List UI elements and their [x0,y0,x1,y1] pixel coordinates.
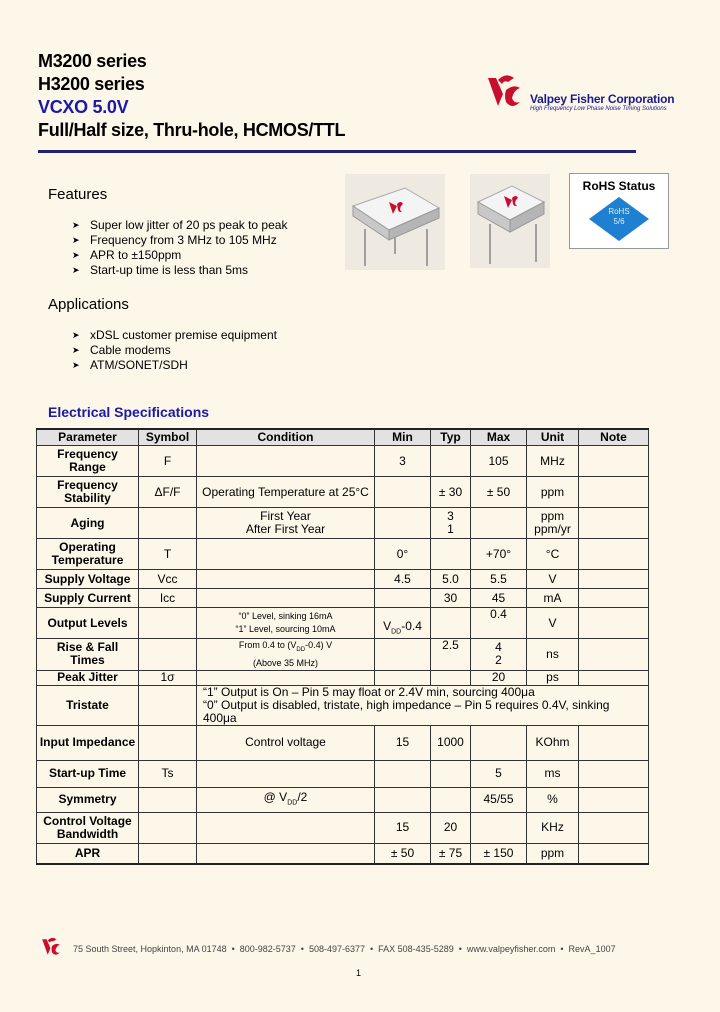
bullet-arrow-icon: ➤ [72,250,80,260]
typ-cell: 30 [431,589,471,608]
table-row [37,570,649,589]
unit-cell: V [527,608,579,639]
condition-cell: First Year After First Year [197,508,375,539]
applications-list [66,328,277,373]
company-tagline: High Frequency Low Phase Noise Timing Solutions [530,106,667,112]
col-header: Condition [197,429,375,446]
typ-cell: 1000 [431,725,471,760]
table-row [37,725,649,760]
min-cell: 0° [375,539,431,570]
param-cell: Operating Temperature [37,539,139,570]
unit-cell: ppm [527,477,579,508]
list-item: ➤ ATM/SONET/SDH [72,358,188,372]
col-header: Unit [527,429,579,446]
note-cell [579,639,649,671]
typ-cell [431,608,471,639]
typ-cell: 2.5 [431,639,471,671]
table-row [37,787,649,812]
title-series-h: H3200 series [38,74,145,94]
note-cell [579,589,649,608]
param-cell: Output Levels [37,608,139,639]
bullet-arrow-icon: ➤ [72,265,80,275]
min-cell: 4.5 [375,570,431,589]
max-cell: +70° [471,539,527,570]
condition-cell [197,446,375,477]
col-header: Max [471,429,527,446]
unit-cell: ppm ppm/yr [527,508,579,539]
bullet-arrow-icon: ➤ [72,220,80,230]
symbol-cell [139,608,197,639]
param-cell: Control Voltage Bandwidth [37,812,139,843]
symbol-cell [139,508,197,539]
max-cell [471,812,527,843]
table-row [37,608,649,639]
symbol-cell: Icc [139,589,197,608]
note-cell [579,570,649,589]
note-cell [579,477,649,508]
note-cell [579,508,649,539]
bullet-arrow-icon: ➤ [72,345,80,355]
typ-cell: 3 1 [431,508,471,539]
page-number: 1 [356,968,362,978]
features-list [66,218,287,278]
rohs-title: RoHS Status [582,179,656,193]
col-header: Typ [431,429,471,446]
product-photo-half-size [470,174,550,268]
min-cell: 15 [375,725,431,760]
table-row [37,685,649,725]
list-item: ➤ Frequency from 3 MHz to 105 MHz [72,233,277,247]
condition-cell: Control voltage [197,725,375,760]
min-cell [375,670,431,685]
table-row [37,639,649,671]
max-cell [471,725,527,760]
unit-cell: °C [527,539,579,570]
tristate-description-cell: “1” Output is On – Pin 5 may float or 2.4V min, sourcing 400μa “0” Output is disabled, tristate, high impedance – Pin 5 requires 0.4V, sinking 400μa [197,685,649,725]
note-cell [579,539,649,570]
max-cell: 20 [471,670,527,685]
table-row [37,539,649,570]
typ-cell [431,760,471,787]
condition-cell [197,760,375,787]
unit-cell: KOhm [527,725,579,760]
max-cell: ± 150 [471,843,527,864]
table-row [37,670,649,685]
max-cell: 0.4 [471,608,527,639]
unit-cell: ns [527,639,579,671]
bullet-arrow-icon: ➤ [72,360,80,370]
rohs-status-box [569,173,669,249]
unit-cell: MHz [527,446,579,477]
typ-cell [431,670,471,685]
table-row [37,508,649,539]
rohs-badge-line1: RoHS [608,207,630,216]
max-cell [471,508,527,539]
table-row [37,589,649,608]
symbol-cell [139,685,197,725]
symbol-cell: Ts [139,760,197,787]
typ-cell: 20 [431,812,471,843]
symbol-cell [139,639,197,671]
list-item: ➤ APR to ±150ppm [72,248,182,262]
note-cell [579,446,649,477]
typ-cell [431,539,471,570]
min-cell: ± 50 [375,843,431,864]
list-item: ➤ Super low jitter of 20 ps peak to peak [72,218,288,232]
param-cell: Supply Voltage [37,570,139,589]
symbol-cell: Vcc [139,570,197,589]
condition-cell: From 0.4 to $(V_{DD}-0.4)$ V (Above 35 MHz) [197,639,375,671]
condition-cell: @ $V_{DD}/2$ [197,787,375,812]
param-cell: Aging [37,508,139,539]
condition-cell [197,570,375,589]
param-cell: Tristate [37,685,139,725]
table-row [37,477,649,508]
typ-cell [431,787,471,812]
param-cell: Frequency Range [37,446,139,477]
param-cell: Symmetry [37,787,139,812]
title-subtitle: Full/Half size, Thru-hole, HCMOS/TTL [38,120,346,140]
unit-cell: ms [527,760,579,787]
param-cell: Supply Current [37,589,139,608]
table-row [37,446,649,477]
typ-cell: 5.0 [431,570,471,589]
max-cell: 105 [471,446,527,477]
typ-cell: ± 30 [431,477,471,508]
unit-cell: KHz [527,812,579,843]
unit-cell: mA [527,589,579,608]
header-divider [38,150,636,153]
product-photo-full-size [345,174,445,270]
company-name: Valpey Fisher Corporation [530,92,675,106]
param-cell: Rise & Fall Times [37,639,139,671]
min-cell: 3 [375,446,431,477]
symbol-cell [139,812,197,843]
symbol-cell [139,843,197,864]
max-cell: 4 2 [471,639,527,671]
note-cell [579,670,649,685]
min-cell [375,477,431,508]
unit-cell: % [527,787,579,812]
min-cell: 15 [375,812,431,843]
rohs-badge [588,196,650,242]
param-cell: APR [37,843,139,864]
condition-cell: “0” Level, sinking 16mA “1” Level, sourcing 10mA [197,608,375,639]
electrical-spec-table [36,428,649,865]
symbol-cell: T [139,539,197,570]
footer-contact: 75 South Street, Hopkinton, MA 01748 • 800-982-5737 • 508-497-6377 • FAX 508-435-5289 • www.valpeyfisher.com • RevA_1007 [73,944,616,954]
max-cell: 5.5 [471,570,527,589]
symbol-cell: F [139,446,197,477]
param-cell: Peak Jitter [37,670,139,685]
note-cell [579,812,649,843]
param-cell: Frequency Stability [37,477,139,508]
unit-cell: ps [527,670,579,685]
list-item: ➤ Start-up time is less than 5ms [72,263,249,277]
bullet-arrow-icon: ➤ [72,330,80,340]
table-row [37,843,649,864]
condition-cell [197,843,375,864]
company-logo-mark [484,72,524,112]
max-cell: 5 [471,760,527,787]
note-cell [579,787,649,812]
col-header: Parameter [37,429,139,446]
param-cell: Input Impedance [37,725,139,760]
symbol-cell [139,787,197,812]
max-cell: 45/55 [471,787,527,812]
col-header: Note [579,429,649,446]
condition-cell [197,589,375,608]
note-cell [579,608,649,639]
condition-cell [197,539,375,570]
symbol-cell: 1σ [139,670,197,685]
list-item: ➤ xDSL customer premise equipment [72,328,277,342]
symbol-cell [139,725,197,760]
table-header-row [37,429,649,446]
col-header: Symbol [139,429,197,446]
rohs-badge-line2: 5/6 [613,217,625,226]
applications-heading: Applications [48,296,129,313]
unit-cell: V [527,570,579,589]
condition-cell [197,670,375,685]
note-cell [579,843,649,864]
min-cell [375,760,431,787]
param-cell: Start-up Time [37,760,139,787]
min-cell [375,639,431,671]
electrical-specs-heading: Electrical Specifications [48,404,210,420]
table-row [37,760,649,787]
min-cell [375,508,431,539]
min-cell [375,787,431,812]
title-series-m: M3200 series [38,51,147,71]
typ-cell [431,446,471,477]
bullet-arrow-icon: ➤ [72,235,80,245]
max-cell: ± 50 [471,477,527,508]
note-cell [579,725,649,760]
min-cell: $V_{DD}-0.4$ [375,608,431,639]
max-cell: 45 [471,589,527,608]
note-cell [579,760,649,787]
col-header: Min [375,429,431,446]
unit-cell: ppm [527,843,579,864]
typ-cell: ± 75 [431,843,471,864]
symbol-cell: ΔF/F [139,477,197,508]
min-cell [375,589,431,608]
condition-cell [197,812,375,843]
features-heading: Features [48,186,108,203]
title-vcxo: VCXO 5.0V [38,97,129,117]
condition-cell: Operating Temperature at 25°C [197,477,375,508]
list-item: ➤ Cable modems [72,343,171,357]
table-row [37,812,649,843]
footer-logo-mark [40,936,62,958]
